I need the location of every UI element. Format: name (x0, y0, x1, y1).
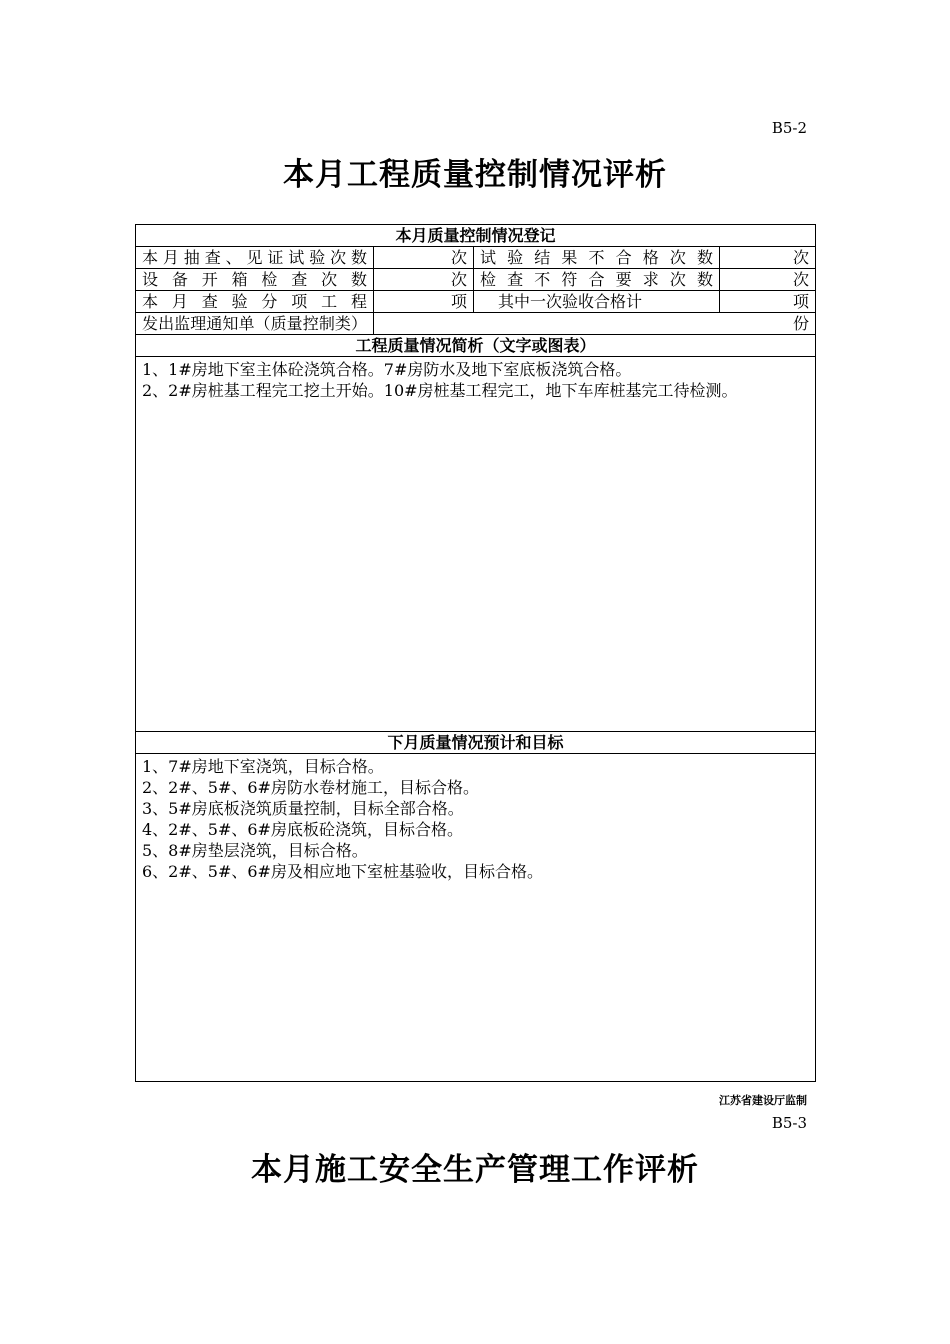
list-item: 4、2#、5#、6#房底板砼浇筑，目标合格。 (142, 820, 463, 839)
value-cell[interactable]: 次 (374, 269, 474, 291)
value-cell[interactable]: 项 (720, 291, 816, 313)
list-item: 3、5#房底板浇筑质量控制，目标全部合格。 (142, 799, 464, 818)
list-item: 6、2#、5#、6#房及相应地下室桩基验收，目标合格。 (142, 862, 543, 881)
row-label: 试验结果不合格次数 (474, 247, 720, 269)
list-item: 2、2#房桩基工程完工挖土开始。10#房桩基工程完工，地下车库桩基完工待检测。 (142, 381, 738, 400)
quality-control-form (135, 224, 816, 1082)
row-label: 本月抽查、见证试验次数 (136, 247, 374, 269)
value-cell[interactable]: 次 (720, 269, 816, 291)
value-cell[interactable]: 次 (720, 247, 816, 269)
analysis-body[interactable] (136, 357, 816, 732)
page-title: 本月工程质量控制情况评析 (283, 157, 667, 193)
registration-header: 本月质量控制情况登记 (136, 225, 816, 247)
issuer-footer: 江苏省建设厅监制 (719, 1094, 807, 1107)
form-code: B5-3 (771, 1114, 807, 1132)
list-item: 1、1#房地下室主体砼浇筑合格。7#房防水及地下室底板浇筑合格。 (142, 360, 632, 379)
row-label: 本月查验分项工程 (136, 291, 374, 313)
form-code: B5-2 (771, 119, 807, 137)
notice-label: 发出监理通知单（质量控制类） (136, 313, 374, 335)
table-row (136, 313, 816, 335)
table-row (136, 247, 816, 269)
list-item: 1、7#房地下室浇筑，目标合格。 (142, 757, 384, 776)
list-item: 5、8#房垫层浇筑，目标合格。 (142, 841, 368, 860)
table-row (136, 269, 816, 291)
notice-value-cell[interactable]: 份 (374, 313, 816, 335)
row-label: 检查不符合要求次数 (474, 269, 720, 291)
plan-body[interactable] (136, 754, 816, 1082)
value-cell[interactable]: 次 (374, 247, 474, 269)
page-title: 本月施工安全生产管理工作评析 (251, 1152, 699, 1188)
list-item: 2、2#、5#、6#房防水卷材施工，目标合格。 (142, 778, 479, 797)
plan-header: 下月质量情况预计和目标 (136, 732, 816, 754)
table-row (136, 291, 816, 313)
analysis-header: 工程质量情况简析（文字或图表） (136, 335, 816, 357)
row-label: 其中一次验收合格计 (474, 291, 720, 313)
row-label: 设备开箱检查次数 (136, 269, 374, 291)
value-cell[interactable]: 项 (374, 291, 474, 313)
